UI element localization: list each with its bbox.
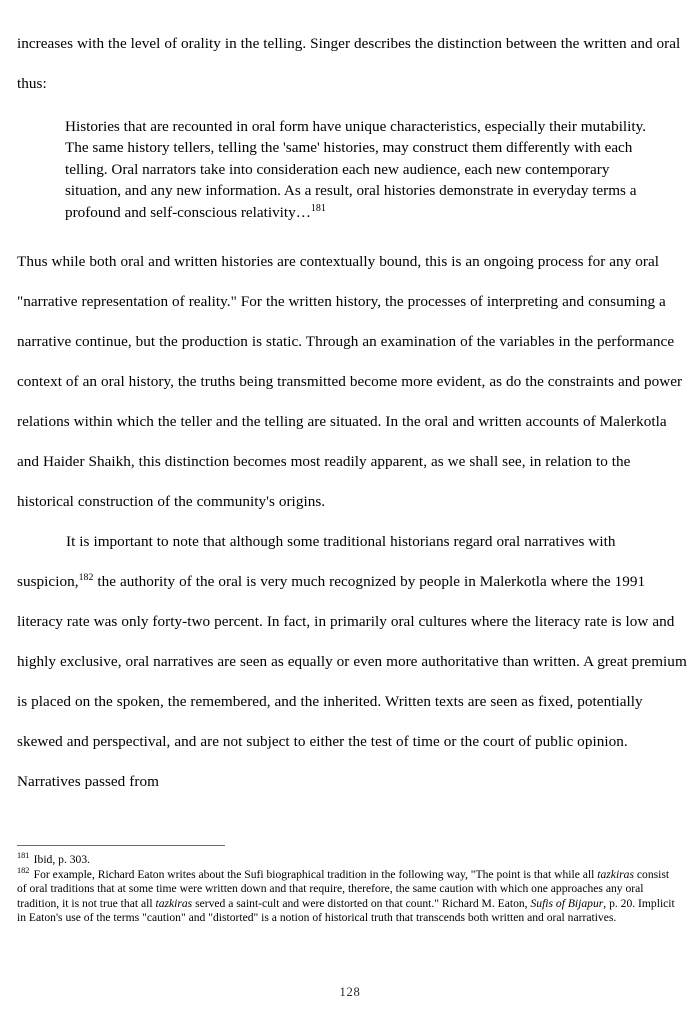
footnote-text-run: consist of oral traditions that at some time were written down and that require, therefore, the same caution with which one approaches any oral tradition, it is not true that all (17, 867, 670, 910)
paragraph-thus-while-text: Thus while both oral and written histories are contextually bound, this is an ongoing process for any oral "narrative representation of reality." For the written history, the processes of interpreting and consuming a narrative continue, but the production is static. Through an examination of the variables in the performance context of an oral history, the truths being transmitted become more evident, as do the constraints and power relations within which the teller and the telling are situated. In the oral and written accounts of Malerkotla and Haider Shaikh, this distinction becomes most readily apparent, as we shall see, in relation to the historical construction of the community's origins. (17, 253, 683, 511)
footnote-text-run: served a saint-cult and were distorted on that count." Richard M. Eaton, (192, 896, 531, 910)
paragraph-opening (17, 24, 688, 104)
footnote-item-181 (17, 853, 677, 868)
footnote-reference-181[interactable]: 181 (310, 202, 326, 214)
paragraph-it-is-important-text-part2: the authority of the oral is very much recognized by people in Malerkotla where the 1991 literacy rate was only forty-two percent. In fact, in primarily oral cultures where the literacy rate is low and highly exclusive, oral narratives are seen as equally or even more authoritative than written. A great premium is placed on the spoken, the remembered, and the inherited. Written texts are seen as fixed, potentially skewed and perspectival, and are not subject to either the test of time or the court of public opinion. Narratives passed from (17, 573, 687, 791)
footnote-text-run: For example, Richard Eaton writes about the Sufi biographical tradition in the following way, "The point is that while all (30, 867, 598, 881)
paragraph-it-is-important-text-part1: It is important to note that although some traditional historians regard oral narratives with suspicion, (17, 533, 616, 591)
footnote-text-run: Ibid, p. 303. (30, 853, 91, 866)
block-quotation (17, 116, 688, 223)
footnote-list (17, 853, 677, 926)
footnote-area (17, 845, 677, 926)
footnote-number-181: 181 (17, 851, 30, 861)
block-quotation-inner (65, 116, 652, 223)
paragraph-opening-text: increases with the level of orality in the telling. Singer describes the distinction between the written and oral thus: (17, 35, 681, 92)
footnote-italic-term: tazkiras (597, 867, 634, 881)
footnote-reference-182[interactable]: 182 (78, 571, 94, 583)
footnote-text-run: , p. 20. Implicit in Eaton's use of the terms "caution" and "distorted" is a notion of historical truth that transcends both written and oral narratives. (17, 896, 675, 925)
block-quotation-text: Histories that are recounted in oral form have unique characteristics, especially their mutability. The same history tellers, telling the 'same' histories, may construct them differently with each telling. Oral narrators take into consideration each new audience, each new contemporary situation, and any new information. As a result, oral histories demonstrate in everyday terms a profound and self-conscious relativity… (65, 118, 646, 221)
footnote-number-182: 182 (17, 865, 30, 875)
page-number: 128 (339, 985, 361, 999)
footnote-body-182 (17, 865, 675, 925)
footnote-italic-term: Sufis of Bijapur (530, 896, 604, 910)
body-text-block (17, 24, 688, 802)
footnote-separator-rule (17, 845, 225, 846)
footnote-item-182 (17, 865, 677, 926)
footnote-italic-term: tazkiras (155, 896, 193, 910)
paragraph-it-is-important (17, 522, 688, 802)
footnote-body-181 (31, 853, 90, 866)
paragraph-thus-while (17, 242, 688, 522)
